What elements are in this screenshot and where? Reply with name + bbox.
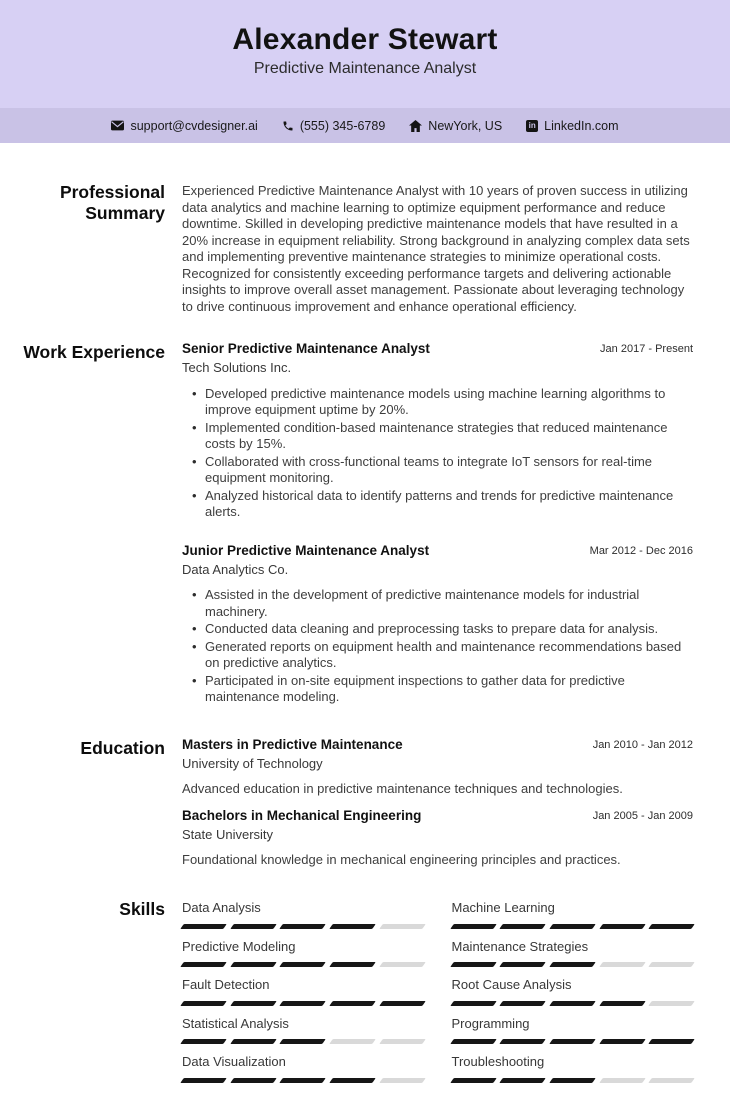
skills-column-right bbox=[452, 900, 694, 1093]
job-company: Data Analytics Co. bbox=[182, 561, 289, 577]
section-heading: Professional Summary bbox=[59, 182, 165, 223]
skill-segment-empty bbox=[379, 924, 425, 929]
skill-name: Predictive Modeling bbox=[182, 938, 296, 954]
skill-segment-filled bbox=[549, 924, 595, 929]
section-skills bbox=[0, 898, 693, 1093]
section-professional-summary bbox=[0, 181, 693, 315]
skill-level-bar bbox=[182, 1078, 424, 1083]
job-bullets bbox=[182, 587, 693, 706]
contact-linkedin-text: LinkedIn.com bbox=[544, 118, 619, 133]
skill-segment-filled bbox=[280, 924, 326, 929]
skill-segment-filled bbox=[549, 962, 595, 967]
skill-item bbox=[182, 1054, 424, 1083]
skill-segment-filled bbox=[329, 924, 375, 929]
bullet-item: • Collaborated with cross-functional teams to integrate IoT sensors for real-time equipment monitoring. bbox=[205, 454, 693, 487]
skill-segment-filled bbox=[230, 1039, 276, 1044]
skill-item bbox=[452, 939, 694, 968]
envelope-icon bbox=[111, 120, 124, 131]
skill-item bbox=[182, 900, 424, 929]
degree-title: Masters in Predictive Maintenance bbox=[182, 736, 403, 752]
degree-title: Bachelors in Mechanical Engineering bbox=[182, 808, 422, 824]
skill-segment-filled bbox=[450, 962, 496, 967]
skill-level-bar bbox=[182, 962, 424, 967]
skill-segment-empty bbox=[599, 962, 645, 967]
degree-school: State University bbox=[182, 827, 274, 843]
skill-segment-filled bbox=[230, 1001, 276, 1006]
summary-text: Experienced Predictive Maintenance Analyst with 10 years of proven success in utilizing data analytics and machine learning to optimize equipment performance and reduce downtime. Skilled in developing predictive maintenance models that have resulted in a 20% increase in equipment reliability. Strong background in analyzing complex data sets and implementing preventive maintenance strategies to minimize operational costs. Recognized for consistently exceeding performance targets and delivering actionable insights to improve overall asset management. Passionate about leveraging technology to drive continuous improvement and enhance operational efficiency. bbox=[182, 183, 690, 314]
skill-segment-filled bbox=[180, 962, 226, 967]
skill-segment-filled bbox=[450, 924, 496, 929]
skill-name: Data Visualization bbox=[182, 1054, 286, 1070]
skill-segment-empty bbox=[649, 1001, 695, 1006]
skill-level-bar bbox=[452, 1001, 694, 1006]
section-heading: Work Experience bbox=[23, 342, 165, 362]
skill-name: Machine Learning bbox=[451, 900, 555, 916]
skill-level-bar bbox=[182, 924, 424, 929]
skill-name: Troubleshooting bbox=[451, 1054, 545, 1070]
skill-level-bar bbox=[452, 1078, 694, 1083]
skill-name: Root Cause Analysis bbox=[451, 977, 572, 993]
skill-item bbox=[452, 977, 694, 1006]
candidate-title: Predictive Maintenance Analyst bbox=[253, 60, 477, 77]
contact-linkedin bbox=[526, 119, 618, 133]
skill-segment-filled bbox=[180, 924, 226, 929]
skill-segment-filled bbox=[379, 1001, 425, 1006]
skill-segment-filled bbox=[599, 924, 645, 929]
skill-item bbox=[452, 1016, 694, 1045]
skill-item bbox=[182, 977, 424, 1006]
skill-segment-filled bbox=[230, 1078, 276, 1083]
skill-segment-filled bbox=[329, 962, 375, 967]
skill-segment-filled bbox=[280, 1039, 326, 1044]
skill-segment-empty bbox=[599, 1078, 645, 1083]
skill-segment-empty bbox=[649, 1078, 695, 1083]
job-entry bbox=[182, 543, 693, 706]
skill-level-bar bbox=[452, 962, 694, 967]
job-dates: Jan 2017 - Present bbox=[600, 343, 693, 355]
skill-segment-filled bbox=[649, 924, 695, 929]
skill-name: Statistical Analysis bbox=[182, 1015, 289, 1031]
degree-dates: Jan 2005 - Jan 2009 bbox=[592, 810, 693, 823]
linkedin-icon: in bbox=[526, 120, 538, 132]
skill-segment-empty bbox=[379, 962, 425, 967]
skill-segment-empty bbox=[379, 1078, 425, 1083]
skill-segment-empty bbox=[649, 962, 695, 967]
skill-name: Maintenance Strategies bbox=[451, 938, 589, 954]
skill-segment-filled bbox=[280, 1001, 326, 1006]
skill-segment-filled bbox=[499, 962, 545, 967]
resume-header bbox=[0, 0, 730, 108]
bullet-item: • Developed predictive maintenance models using machine learning algorithms to improve equipment uptime by 20%. bbox=[205, 386, 693, 419]
section-work-experience bbox=[0, 341, 693, 707]
contact-email-text: support@cvdesigner.ai bbox=[130, 118, 258, 133]
skill-segment-empty bbox=[329, 1039, 375, 1044]
skill-segment-filled bbox=[180, 1001, 226, 1006]
skill-name: Data Analysis bbox=[182, 900, 261, 916]
job-company: Tech Solutions Inc. bbox=[182, 360, 292, 376]
candidate-name: Alexander Stewart bbox=[232, 23, 498, 56]
skill-level-bar bbox=[182, 1039, 424, 1044]
degree-dates: Jan 2010 - Jan 2012 bbox=[592, 738, 693, 751]
skill-level-bar bbox=[452, 1039, 694, 1044]
education-entry bbox=[182, 808, 693, 868]
skill-segment-filled bbox=[280, 1078, 326, 1083]
section-heading: Education bbox=[80, 737, 165, 758]
skill-segment-filled bbox=[450, 1078, 496, 1083]
skill-segment-filled bbox=[180, 1078, 226, 1083]
degree-description: Foundational knowledge in mechanical engineering principles and practices. bbox=[182, 851, 621, 867]
phone-icon bbox=[282, 120, 294, 132]
degree-school: University of Technology bbox=[182, 756, 323, 772]
bullet-item: • Conducted data cleaning and preprocessing tasks to prepare data for analysis. bbox=[205, 621, 693, 638]
skill-segment-filled bbox=[549, 1078, 595, 1083]
skill-segment-filled bbox=[230, 962, 276, 967]
job-title: Senior Predictive Maintenance Analyst bbox=[182, 341, 430, 356]
skill-item bbox=[182, 1016, 424, 1045]
contact-phone bbox=[282, 119, 385, 133]
bullet-item: • Implemented condition-based maintenance strategies that reduced maintenance costs by 15%. bbox=[205, 420, 693, 453]
skill-item bbox=[452, 1054, 694, 1083]
skill-segment-filled bbox=[549, 1001, 595, 1006]
skill-level-bar bbox=[452, 924, 694, 929]
skill-segment-filled bbox=[329, 1001, 375, 1006]
skill-segment-filled bbox=[599, 1001, 645, 1006]
job-dates: Mar 2012 - Dec 2016 bbox=[589, 544, 693, 557]
bullet-item: • Assisted in the development of predictive maintenance models for industrial machinery. bbox=[205, 587, 693, 620]
skill-segment-filled bbox=[450, 1039, 496, 1044]
skill-segment-filled bbox=[499, 1039, 545, 1044]
skill-segment-filled bbox=[499, 1078, 545, 1083]
skill-segment-filled bbox=[549, 1039, 595, 1044]
skill-segment-filled bbox=[499, 1001, 545, 1006]
skill-segment-filled bbox=[599, 1039, 645, 1044]
skill-segment-filled bbox=[329, 1078, 375, 1083]
bullet-item: • Generated reports on equipment health and maintenance recommendations based on predictive analytics. bbox=[205, 639, 693, 672]
skill-item bbox=[182, 939, 424, 968]
skill-segment-empty bbox=[379, 1039, 425, 1044]
skill-segment-filled bbox=[230, 924, 276, 929]
skill-level-bar bbox=[182, 1001, 424, 1006]
job-title: Junior Predictive Maintenance Analyst bbox=[182, 542, 430, 558]
education-entry bbox=[182, 737, 693, 797]
contact-location-text: NewYork, US bbox=[428, 118, 503, 133]
skill-segment-filled bbox=[499, 924, 545, 929]
job-entry bbox=[182, 341, 693, 521]
section-heading: Skills bbox=[119, 899, 165, 920]
bullet-item: • Participated in on-site equipment inspections to gather data for predictive maintenance modeling. bbox=[205, 673, 693, 706]
contact-location bbox=[409, 119, 502, 133]
skill-name: Programming bbox=[451, 1015, 530, 1031]
section-education bbox=[0, 737, 693, 868]
contact-bar bbox=[0, 108, 730, 143]
skills-column-left bbox=[182, 900, 424, 1093]
resume-body bbox=[0, 181, 730, 1093]
contact-phone-text: (555) 345-6789 bbox=[299, 118, 386, 133]
skill-item bbox=[452, 900, 694, 929]
skill-segment-filled bbox=[280, 962, 326, 967]
bullet-item: • Analyzed historical data to identify patterns and trends for predictive maintenance alerts. bbox=[205, 488, 693, 521]
contact-email bbox=[111, 119, 257, 133]
degree-description: Advanced education in predictive maintenance techniques and technologies. bbox=[182, 780, 623, 796]
job-bullets bbox=[182, 386, 693, 521]
home-icon bbox=[409, 120, 422, 132]
skill-segment-filled bbox=[450, 1001, 496, 1006]
skill-name: Fault Detection bbox=[182, 977, 270, 993]
skill-segment-filled bbox=[180, 1039, 226, 1044]
skill-segment-filled bbox=[649, 1039, 695, 1044]
